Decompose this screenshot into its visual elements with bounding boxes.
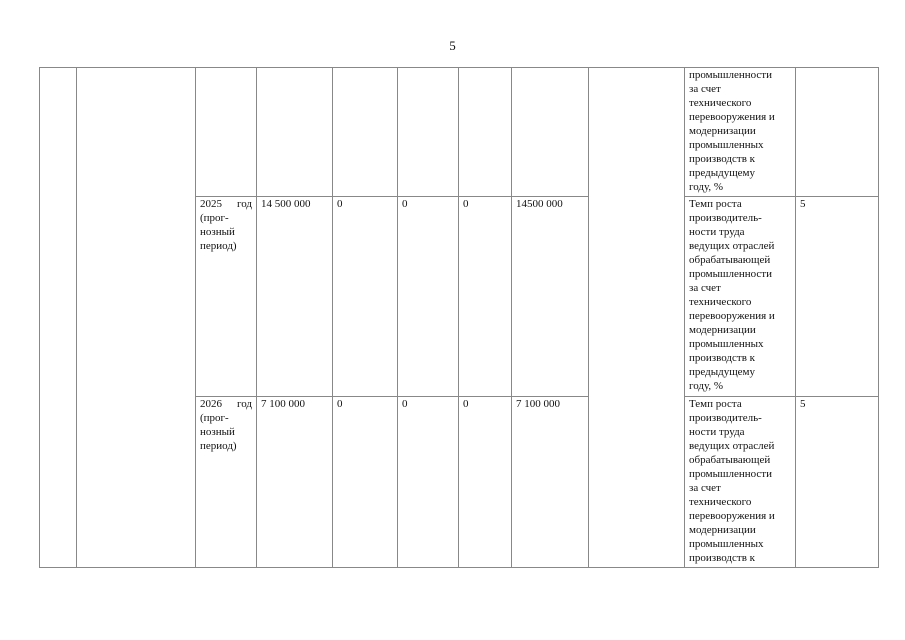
col5-cell: 14500 000: [512, 197, 589, 397]
indicator-line: за счет: [689, 282, 721, 294]
target-cell: 5: [796, 397, 879, 568]
period-line: период): [200, 240, 237, 252]
indicator-line: технического: [689, 296, 752, 308]
indicator-line: году, %: [689, 380, 724, 392]
executor-cell: [589, 68, 685, 568]
indicator-line: перевооружения и: [689, 510, 775, 522]
period-year-word: год: [236, 198, 252, 210]
indicator-line: обрабатывающей: [689, 254, 771, 266]
indicator-line: за счет: [689, 83, 721, 95]
program-financing-table: [39, 67, 879, 568]
page-number: 5: [449, 38, 456, 53]
indicator-line: перевооружения и: [689, 111, 775, 123]
indicator-line: модернизации: [689, 125, 756, 137]
col5-cell: 7 100 000: [512, 397, 589, 568]
indicator-line: ности труда: [689, 426, 745, 438]
indicator-line: промышленных: [689, 338, 764, 350]
period-line: период): [200, 440, 237, 452]
indicator-line: промышленности: [689, 69, 772, 81]
indicator-line: году, %: [689, 181, 724, 193]
indicator-cell: [685, 197, 796, 397]
indicator-line: модернизации: [689, 524, 756, 536]
total-cell: 7 100 000: [257, 397, 333, 568]
col2-cell: 0: [333, 397, 398, 568]
col3-cell: 0: [398, 197, 459, 397]
indicator-line: модернизации: [689, 324, 756, 336]
period-line: (прог-: [200, 412, 229, 424]
indicator-line: за счет: [689, 482, 721, 494]
period-cell: [196, 197, 257, 397]
col4-cell-empty: [459, 68, 512, 197]
name-cell: [77, 68, 196, 568]
total-cell: 14 500 000: [257, 197, 333, 397]
total-cell-empty: [257, 68, 333, 197]
indicator-line: ности труда: [689, 226, 745, 238]
period-line: нозный: [200, 226, 235, 238]
indicator-line: обрабатывающей: [689, 454, 771, 466]
indicator-line: производств к: [689, 352, 755, 364]
col4-cell: 0: [459, 197, 512, 397]
indicator-line: производитель-: [689, 212, 762, 224]
col3-cell-empty: [398, 68, 459, 197]
table-row-continued: [40, 68, 879, 197]
indicator-line: предыдущему: [689, 167, 756, 179]
period-line: (прог-: [200, 212, 229, 224]
indicator-line: ведущих отраслей: [689, 440, 775, 452]
indicator-line: Темп роста: [689, 398, 742, 410]
indicator-line: производств к: [689, 552, 755, 564]
target-cell: 5: [796, 197, 879, 397]
indicator-line: Темп роста: [689, 198, 742, 210]
indicator-line: производитель-: [689, 412, 762, 424]
number-cell: [40, 68, 77, 568]
period-year: 2026: [200, 398, 222, 410]
indicator-line: промышленности: [689, 468, 772, 480]
indicator-line: ведущих отраслей: [689, 240, 775, 252]
indicator-line: промышленности: [689, 268, 772, 280]
col5-cell-empty: [512, 68, 589, 197]
period-year-word: год: [236, 398, 252, 410]
indicator-line: технического: [689, 97, 752, 109]
col2-cell: 0: [333, 197, 398, 397]
indicator-cell: [685, 397, 796, 568]
col4-cell: 0: [459, 397, 512, 568]
target-cell-empty: [796, 68, 879, 197]
indicator-line: промышленных: [689, 538, 764, 550]
period-line: нозный: [200, 426, 235, 438]
indicator-line: производств к: [689, 153, 755, 165]
col2-cell-empty: [333, 68, 398, 197]
indicator-line: промышленных: [689, 139, 764, 151]
period-cell-empty: [196, 68, 257, 197]
col3-cell: 0: [398, 397, 459, 568]
indicator-line: технического: [689, 496, 752, 508]
indicator-cell-continued: [685, 68, 796, 197]
period-year: 2025: [200, 198, 222, 210]
indicator-line: предыдущему: [689, 366, 756, 378]
period-cell: [196, 397, 257, 568]
indicator-line: перевооружения и: [689, 310, 775, 322]
